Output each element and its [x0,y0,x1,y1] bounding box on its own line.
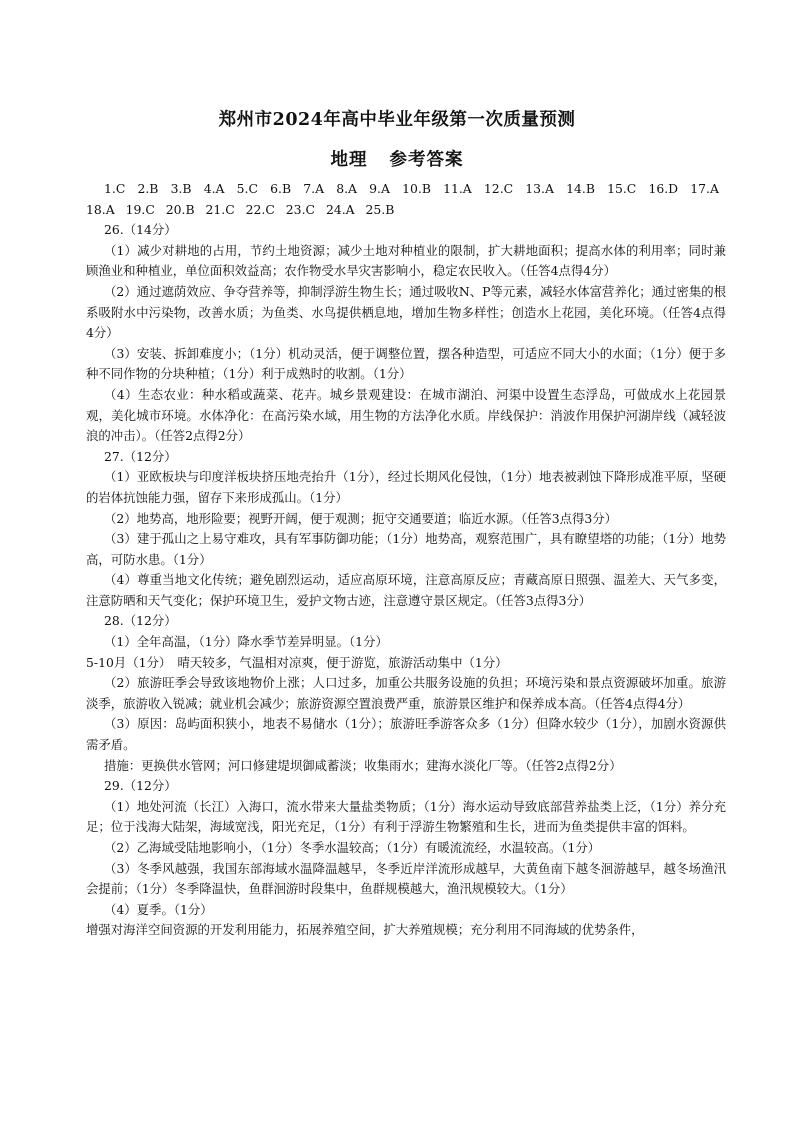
choice-answer-item: 13.A [525,181,554,196]
q27-heading: 27.（12分） [104,448,177,464]
choice-answer-item: 22.C [245,201,275,217]
choice-answer-item: 7.A [303,181,325,196]
choice-answer-item: 9.A [369,181,390,196]
q28-heading: 28.（12分） [104,613,177,629]
choice-answer-item: 4.A [203,181,225,196]
q29-part4: （4）夏季。（1分） [104,901,213,917]
q28-part1-season: 5-10月（1分） 晴天较多，气温相对凉爽，便于游览，旅游活动集中（1分） [86,654,508,670]
choice-answer-item: 2.B [137,181,159,196]
q27-part3: （3）建于孤山之上易守难攻，具有军事防御功能；（1分）地势高，观察范围广，具有瞭望塔的功能；（1分）地势高，可防水患。（1分） [86,531,726,567]
doc-type-label: 参考答案 [389,150,464,170]
choice-answer-item: 6.B [270,181,292,196]
choice-answer-item: 25.B [365,201,395,217]
q28-part2: （2）旅游旺季会导致该地物价上涨；人口过多，加重公共服务设施的负担；环境污染和景点资源破坏加重。旅游淡季，旅游收入锐减；就业机会减少；旅游资源空置浪费严重，旅游景区维护和保养成本高。（任答4点得4分） [86,675,726,711]
q26-part2: （2）通过遮荫效应、争夺营养等，抑制浮游生物生长；通过吸收N、P等元素，减轻水体富营养化；通过密集的根系吸附水中污染物，改善水质；为鱼类、水鸟提供栖息地，增加生物多样性；创造水上花园，美化环境。（任答4点得4分） [86,283,726,341]
choice-answer-item: 11.A [443,181,472,196]
answer-body [86,179,726,941]
choice-answer-item: 17.A [690,181,719,196]
choice-answer-item: 10.B [402,181,431,196]
q29-part4-detail: 增强对海洋空间资源的开发利用能力，拓展养殖空间，扩大养殖规模；充分利用不同海域的优势条件， [86,922,644,938]
choice-answer-item: 8.A [336,181,357,196]
choice-answer-item: 15.C [607,181,637,196]
q27-part1: （1）亚欧板块与印度洋板块挤压地壳抬升（1分），经过长期风化侵蚀，（1分）地表被剥蚀下降形成准平原，坚硬的岩体抗蚀能力强，留存下来形成孤山。（1分） [86,469,726,505]
choice-answer-item: 19.C [125,201,155,217]
page-subtitle [0,146,794,171]
q28-part3-measures: 措施：更换供水管网；河口修建堤坝御咸蓄淡；收集雨水；建海水淡化厂等。（任答2点得2分） [104,757,622,773]
choice-answer-item: 16.D [648,181,679,196]
q27-part2: （2）地势高，地形险要；视野开阔，便于观测；扼守交通要道；临近水源。（任答3点得3分） [104,510,618,526]
choice-answer-item: 14.B [566,181,595,196]
q26-part4: （4）生态农业：种水稻或蔬菜、花卉。城乡景观建设：在城市湖泊、河渠中设置生态浮岛，可做成水上花园景观，美化城市环境。水体净化：在高污染水域，用生物的方法净化水质。岸线保护：消波作用保护河湖岸线（减轻波浪的冲击）。（任答2点得2分） [86,386,726,444]
choice-answer-item: 12.C [483,181,514,196]
choice-answer-item: 18.A [86,201,115,217]
q28-part1: （1）全年高温，（1分）降水季节差异明显。（1分） [104,634,388,650]
choice-answer-item: 3.B [170,181,192,196]
q26-heading: 26.（14分） [104,222,177,238]
q29-part2: （2）乙海域受陆地影响小，（1分）冬季水温较高；（1分）有暖流流经，水温较高。（1分） [104,840,601,855]
q27-part4: （4）尊重当地文化传统；避免剧烈运动，适应高原环境，注意高原反应；青藏高原日照强、温差大、天气多变，注意防晒和天气变化；保护环境卫生，爱护文物古迹，注意遵守景区规定。（任答3点得3分） [86,572,726,608]
q29-part1: （1）地处河流（长江）入海口，流水带来大量盐类物质；（1分）海水运动导致底部营养盐类上泛，（1分）养分充足；位于浅海大陆架，海域宽浅，阳光充足，（1分）有利于浮游生物繁殖和生长，进而为鱼类提供丰富的饵料。 [86,798,726,835]
choice-answer-item: 1.C [104,181,126,196]
q29-part3: （3）冬季风越强，我国东部海域水温降温越早，冬季近岸洋流形成越早，大黄鱼南下越冬洄游越早，越冬场渔汛会提前；（1分）冬季降温快，鱼群洄游时段集中，鱼群规模越大，渔汛规模较大。（1分） [86,860,726,897]
page-title: 郑州市2024年高中毕业年级第一次质量预测 [218,110,576,130]
q28-part3-reasons: （3）原因：岛屿面积狭小，地表不易储水（1分）；旅游旺季游客众多（1分）但降水较少（1分），加剧水资源供需矛盾。 [86,716,726,753]
choice-answers [86,179,726,220]
choice-answer-item: 20.B [165,201,195,217]
choice-answer-item: 21.C [205,201,235,217]
choice-answer-item: 23.C [285,201,315,217]
choice-answer-item: 5.C [236,181,258,196]
choice-answer-item: 24.A [325,201,355,217]
q26-part1: （1）减少对耕地的占用，节约土地资源；减少土地对种植业的限制，扩大耕地面积；提高水体的利用率；同时兼顾渔业和种植业，单位面积效益高；农作物受水旱灾害影响小，稳定农民收入。（任答4点得4分） [86,242,726,279]
subject-label: 地理 [330,150,368,170]
q26-part3: （3）安装、拆卸难度小；（1分）机动灵活，便于调整位置，摆各种造型，可适应不同大小的水面；（1分）便于多种不同作物的分块种植；（1分）利于成熟时的收割。（1分） [86,345,726,382]
q29-heading: 29.（12分） [104,778,177,794]
